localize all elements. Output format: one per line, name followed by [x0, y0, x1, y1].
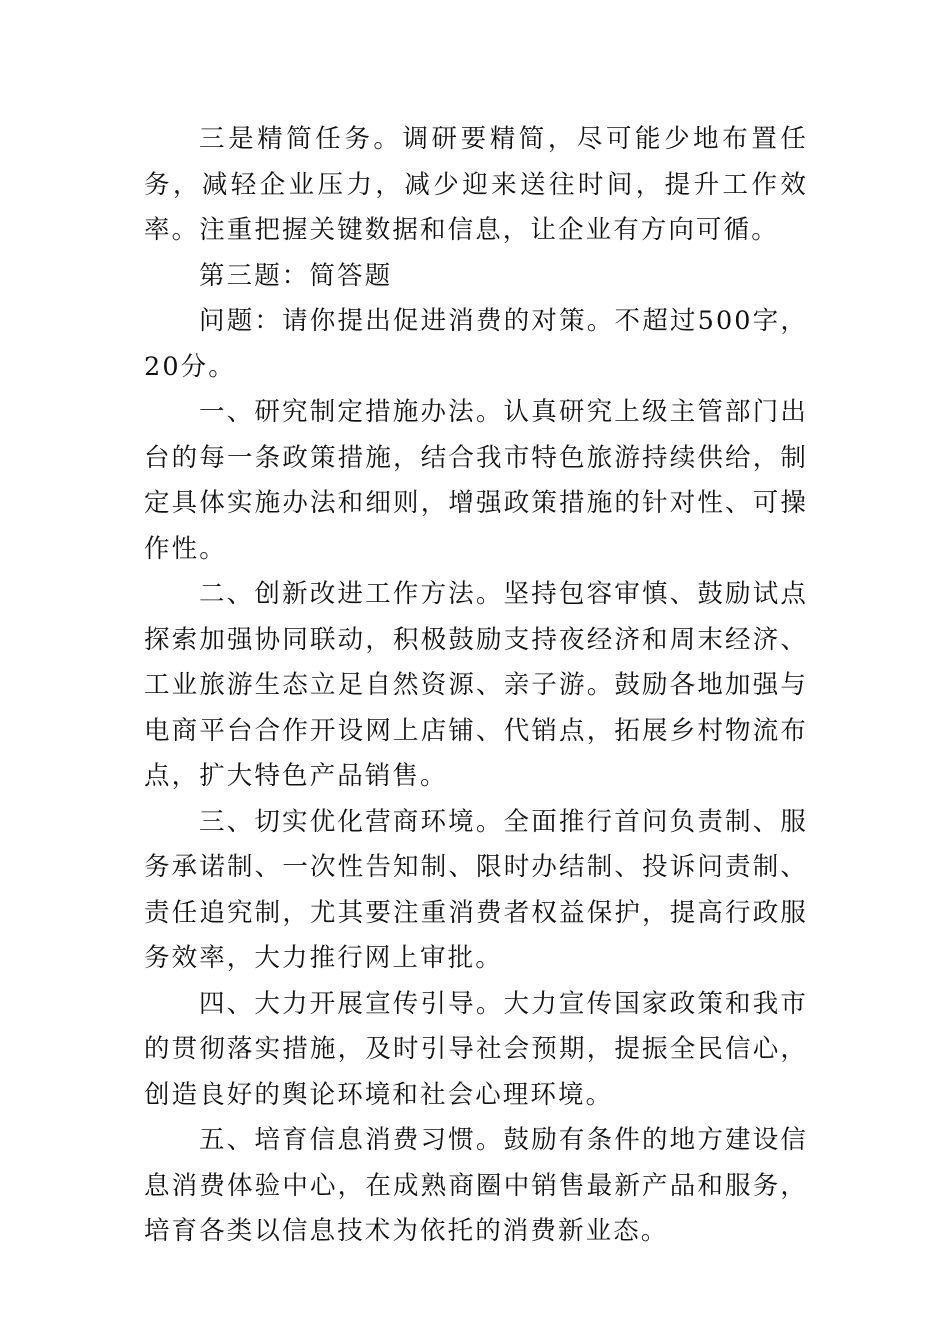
- paragraph-task-simplification: 三是精简任务。调研要精简，尽可能少地布置任务，减轻企业压力，减少迎来送往时间，提升工作效率。注重把握关键数据和信息，让企业有方向可循。: [144, 124, 808, 245]
- document-body: [144, 117, 808, 1255]
- section-heading-short-answer: 第三题：简答题: [199, 260, 393, 291]
- question-text: 问题：请你提出促进消费的对策。不超过500字，20分。: [144, 306, 808, 382]
- answer-point-4: 四、大力开展宣传引导。大力宣传国家政策和我市的贯彻落实措施，及时引导社会预期，提振全民信心，创造良好的舆论环境和社会心理环境。: [144, 988, 808, 1110]
- answer-point-5: 五、培育信息消费习惯。鼓励有条件的地方建设信息消费体验中心，在成熟商圈中销售最新产品和服务，培育各类以信息技术为依托的消费新业态。: [144, 1125, 808, 1246]
- answer-point-1: 一、研究制定措施办法。认真研究上级主管部门出台的每一条政策措施，结合我市特色旅游持续供给，制定具体实施办法和细则，增强政策措施的针对性、可操作性。: [144, 397, 808, 564]
- answer-point-2: 二、创新改进工作方法。坚持包容审慎、鼓励试点探索加强协同联动，积极鼓励支持夜经济和周末经济、工业旅游生态立足自然资源、亲子游。鼓励各地加强与电商平台合作开设网上店铺、代销点，拓展乡村物流布点，扩大特色产品销售。: [144, 579, 808, 791]
- answer-point-3: 三、切实优化营商环境。全面推行首问负责制、服务承诺制、一次性告知制、限时办结制、投诉问责制、责任追究制，尤其要注重消费者权益保护，提高行政服务效率，大力推行网上审批。: [144, 806, 808, 973]
